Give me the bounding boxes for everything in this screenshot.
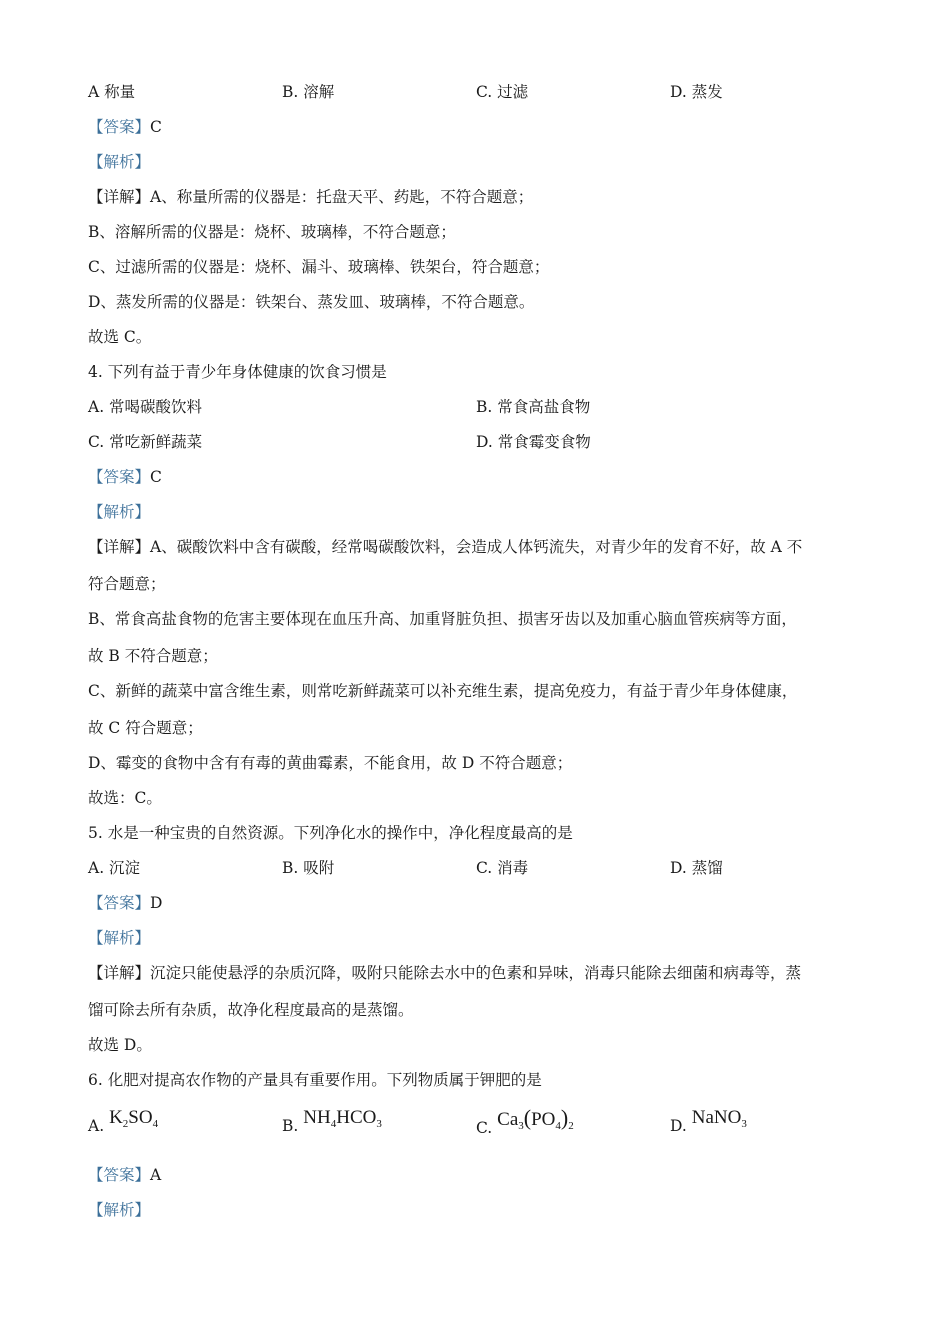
q3-detail-line [88, 187, 533, 207]
q5-option-d: D. 蒸馏 [670, 859, 723, 877]
q3-option-b: B. 溶解 [282, 83, 335, 101]
q4-conclusion: 故选：C。 [88, 789, 162, 807]
q4-option-a: A. 常喝碳酸饮料 [88, 398, 203, 416]
q3-option-d: D. 蒸发 [670, 83, 723, 101]
q3-conclusion: 故选 C。 [88, 328, 152, 346]
option-letter: A. [88, 1117, 105, 1135]
q5-analysis-tag: 【解析】 [88, 929, 151, 947]
detail-tag: 【详解】 [88, 538, 151, 556]
q3-option-a: A 称量 [88, 83, 136, 101]
q4-option-d: D. 常食霉变食物 [476, 433, 591, 451]
q6-option-d [670, 1108, 747, 1134]
detail-text: A、碳酸饮料中含有碳酸，经常喝碳酸饮料，会造成人体钙流失，对青少年的发育不好，故 A 不 [150, 538, 803, 556]
q6-analysis-tag: 【解析】 [88, 1201, 151, 1219]
q3-detail-line: C、过滤所需的仪器是：烧杯、漏斗、玻璃棒、铁架台，符合题意； [88, 258, 550, 276]
formula-k2so4: $K_2SO_4$ [109, 1107, 159, 1130]
q4-detail-line [88, 537, 802, 557]
q4-detail-line: C、新鲜的蔬菜中富含维生素，则常吃新鲜蔬菜可以补充维生素，提高免疫力，有益于青少年身体健康， [88, 682, 798, 700]
q5-detail-line: 馏可除去所有杂质，故净化程度最高的是蒸馏。 [88, 1001, 414, 1019]
detail-tag: 【详解】 [88, 188, 151, 206]
formula-ca3po42: $Ca_3(PO_4)_2$ [497, 1105, 574, 1132]
q4-analysis-tag: 【解析】 [88, 503, 151, 521]
q3-answer [88, 117, 162, 137]
detail-text: A、称量所需的仪器是：托盘天平、药匙，不符合题意； [150, 188, 534, 206]
answer-value: C [150, 468, 162, 486]
q3-option-c: C. 过滤 [476, 83, 529, 101]
answer-tag: 【答案】 [88, 468, 151, 486]
q5-answer [88, 893, 162, 913]
q4-detail-line: 符合题意； [88, 575, 166, 593]
q4-option-b: B. 常食高盐食物 [476, 398, 591, 416]
detail-tag: 【详解】 [88, 964, 151, 982]
q5-option-c: C. 消毒 [476, 859, 529, 877]
q4-option-c: C. 常吃新鲜蔬菜 [88, 433, 203, 451]
q5-conclusion: 故选 D。 [88, 1036, 152, 1054]
q4-stem: 4. 下列有益于青少年身体健康的饮食习惯是 [88, 363, 387, 381]
q5-stem: 5. 水是一种宝贵的自然资源。下列净化水的操作中，净化程度最高的是 [88, 824, 573, 842]
formula-nh4hco3: $NH_4HCO_3$ [303, 1107, 382, 1130]
q5-detail-line [88, 963, 801, 983]
q3-detail-line: B、溶解所需的仪器是：烧杯、玻璃棒，不符合题意； [88, 223, 456, 241]
answer-tag: 【答案】 [88, 1166, 151, 1184]
answer-value: C [150, 118, 162, 136]
answer-tag: 【答案】 [88, 894, 151, 912]
q4-detail-line: D、霉变的食物中含有有毒的黄曲霉素，不能食用，故 D 不符合题意； [88, 754, 573, 772]
q5-option-b: B. 吸附 [282, 859, 335, 877]
detail-text: 沉淀只能使悬浮的杂质沉降，吸附只能除去水中的色素和异味，消毒只能除去细菌和病毒等，蒸 [150, 964, 802, 982]
answer-value: D [150, 894, 163, 912]
q5-option-a: A. 沉淀 [88, 859, 141, 877]
q6-option-c [476, 1105, 574, 1137]
option-letter: D. [670, 1117, 687, 1135]
formula-nano3: NaNO$_3$ [691, 1107, 747, 1130]
q6-option-a [88, 1108, 158, 1134]
q3-analysis-tag: 【解析】 [88, 153, 151, 171]
q4-answer [88, 467, 162, 487]
answer-value: A [150, 1166, 162, 1184]
q3-detail-line: D、蒸发所需的仪器是：铁架台、蒸发皿、玻璃棒，不符合题意。 [88, 293, 535, 311]
q6-answer [88, 1165, 161, 1185]
option-letter: B. [282, 1117, 299, 1135]
answer-tag: 【答案】 [88, 118, 151, 136]
q4-detail-line: B、常食高盐食物的危害主要体现在血压升高、加重肾脏负担、损害牙齿以及加重心脑血管疾病等方面， [88, 610, 797, 628]
option-letter: C. [476, 1119, 493, 1137]
q6-stem: 6. 化肥对提高农作物的产量具有重要作用。下列物质属于钾肥的是 [88, 1071, 542, 1089]
q4-detail-line: 故 C 符合题意； [88, 719, 203, 737]
q4-detail-line: 故 B 不符合题意； [88, 647, 218, 665]
q6-option-b [282, 1108, 382, 1134]
